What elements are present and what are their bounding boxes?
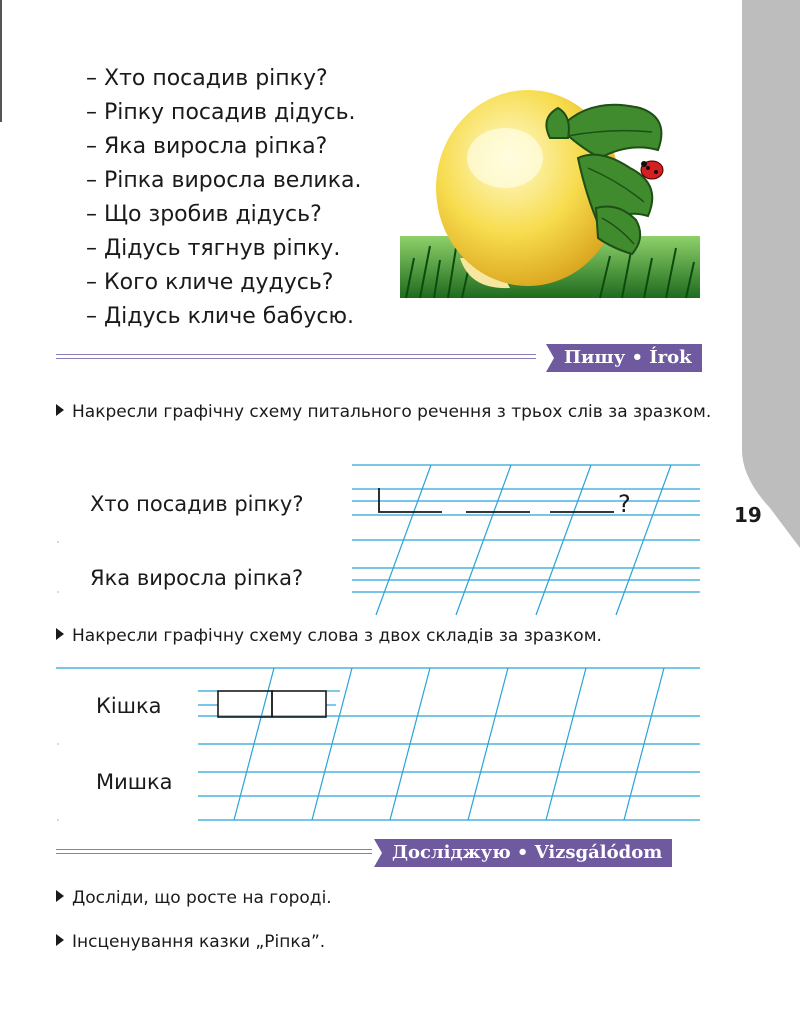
- task-text: Інсценування казки „Ріпка”.: [72, 932, 326, 952]
- dialogue-line: – Хто посадив ріпку?: [86, 66, 328, 91]
- section-divider: [56, 847, 386, 857]
- dialogue-line: – Яка виросла ріпка?: [86, 134, 328, 159]
- task-text: Досліди, що росте на городі.: [72, 888, 332, 908]
- turnip-illustration: [400, 88, 700, 300]
- section-badge-write: [546, 344, 702, 372]
- writing-grid-sentence: [0, 460, 720, 620]
- bullet-triangle-icon: [56, 628, 64, 640]
- bullet-triangle-icon: [56, 404, 64, 416]
- dialogue-line: – Ріпку посадив дідусь.: [86, 100, 356, 125]
- section-badge-explore: [374, 839, 672, 867]
- section-badge-label: Пишу • Írok: [564, 347, 692, 368]
- badge-notch: [546, 344, 554, 372]
- task-text: Накресли графічну схему слова з двох складів за зразком.: [72, 626, 602, 646]
- dialogue-line: – Ріпка виросла велика.: [86, 168, 362, 193]
- dialogue-line: – Дідусь тягнув ріпку.: [86, 236, 341, 261]
- page-number: 19: [734, 503, 762, 527]
- task-text: Накресли графічну схему питального речення з трьох слів за зразком.: [72, 402, 712, 422]
- task-instruction: [56, 928, 325, 956]
- question-mark: ?: [618, 490, 631, 518]
- task-instruction: [56, 884, 332, 912]
- example-sentence: Хто посадив ріпку?: [90, 492, 304, 516]
- badge-notch: [374, 839, 382, 867]
- bullet-triangle-icon: [56, 934, 64, 946]
- section-badge-label: Досліджую • Vizsgálódom: [392, 842, 663, 863]
- dialogue-line: – Кого кличе дудусь?: [86, 270, 334, 295]
- task-instruction: [56, 622, 736, 650]
- task-instruction: [56, 398, 716, 426]
- exercise-word: Мишка: [96, 770, 173, 794]
- exercise-sentence: Яка виросла ріпка?: [90, 566, 304, 590]
- dialogue-line: – Дідусь кличе бабусю.: [86, 304, 354, 329]
- margin-rule: [0, 0, 2, 122]
- writing-grid-word: [0, 660, 720, 830]
- dialogue-line: – Що зробив дідусь?: [86, 202, 322, 227]
- example-word: Кішка: [96, 694, 162, 718]
- bullet-triangle-icon: [56, 890, 64, 902]
